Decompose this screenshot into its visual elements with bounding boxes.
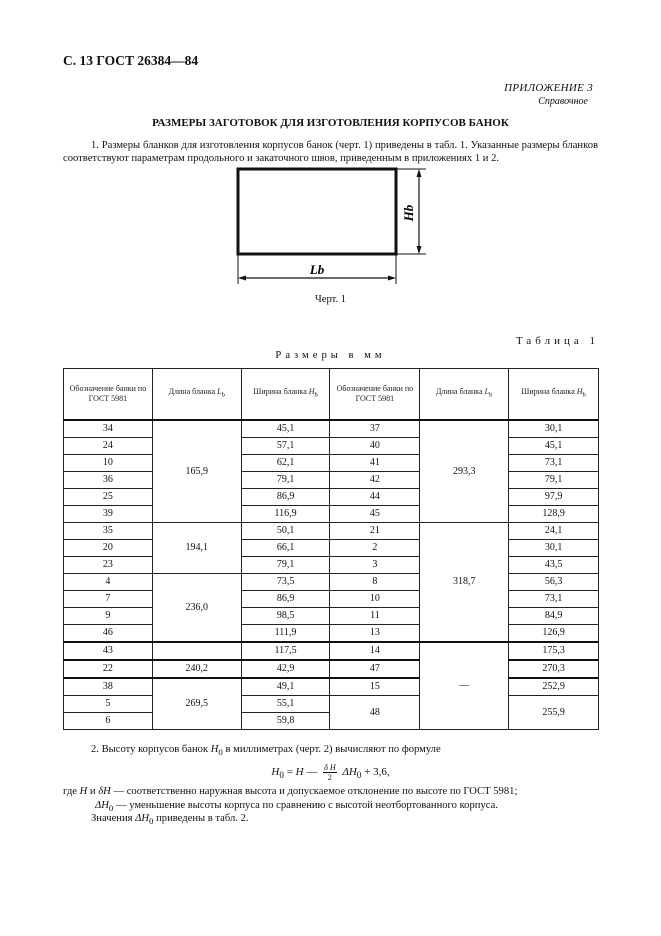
para5-text-a: Значения [91, 813, 133, 824]
cell-designation: 23 [64, 557, 153, 574]
cell-width: 73,1 [509, 591, 599, 608]
table-row [64, 523, 599, 540]
cell-width: 73,1 [509, 455, 599, 472]
header-length-1: Длина бланка $L_b$ [152, 369, 241, 421]
header-designation-2: Обозначение банки по ГОСТ 5981 [330, 369, 420, 421]
table-row [64, 489, 599, 506]
cell-designation: 6 [64, 713, 153, 730]
para4-symbol: ΔH [95, 800, 109, 811]
cell-width: 59,8 [241, 713, 330, 730]
para2-text-b: в миллиметрах (черт. 2) вычисляют по формуле [225, 744, 441, 755]
formula-h: H [295, 766, 304, 779]
cell-designation: 25 [64, 489, 153, 506]
length-label: Lb [309, 262, 325, 277]
cell-designation: 14 [330, 642, 420, 660]
cell-designation: 4 [64, 574, 153, 591]
para5-text-b: приведены в табл. 2. [156, 813, 249, 824]
table-row [64, 540, 599, 557]
cell-width: 66,1 [241, 540, 330, 557]
cell-width: 270,3 [509, 660, 599, 678]
formula-eq: = [286, 766, 293, 779]
drawing-caption: Черт. 1 [314, 294, 347, 305]
cell-length: 165,9 [152, 420, 241, 523]
table-row [64, 591, 599, 608]
cell-width: 62,1 [241, 455, 330, 472]
cell-width: 45,1 [509, 438, 599, 455]
blank-dimensions-table [63, 368, 599, 730]
cell-length: 194,1 [152, 523, 241, 574]
table-row [64, 696, 599, 713]
cell-width: 255,9 [509, 696, 599, 730]
cell-length: 240,2 [152, 660, 241, 678]
header-length-2: Длина бланка $L_b$ [420, 369, 509, 421]
paragraph-2 [63, 743, 598, 759]
cell-designation: 8 [330, 574, 420, 591]
cell-designation: 10 [330, 591, 420, 608]
cell-designation: 43 [64, 642, 153, 660]
cell-designation: 35 [64, 523, 153, 540]
table-row [64, 574, 599, 591]
symbol-h: H [210, 744, 219, 755]
blank-drawing [226, 163, 436, 285]
cell-width: 111,9 [241, 625, 330, 643]
para5-symbol: ΔH [135, 813, 150, 824]
cell-length-empty [152, 642, 241, 660]
formula-fraction [323, 763, 337, 782]
cell-designation: 13 [330, 625, 420, 643]
table-row [64, 625, 599, 643]
para3-where: где [63, 786, 77, 797]
cell-width: 117,5 [241, 642, 330, 660]
cell-designation: 7 [64, 591, 153, 608]
cell-designation: 3 [330, 557, 420, 574]
cell-designation: 9 [64, 608, 153, 625]
cell-width: 30,1 [509, 420, 599, 438]
formula-delta: ΔH [342, 766, 357, 779]
length-arrow-right [388, 276, 396, 281]
cell-designation: 40 [330, 438, 420, 455]
cell-designation: 5 [64, 696, 153, 713]
cell-width: 79,1 [509, 472, 599, 489]
cell-designation: 44 [330, 489, 420, 506]
table-row [64, 678, 599, 696]
cell-designation: 20 [64, 540, 153, 557]
cell-width: 50,1 [241, 523, 330, 540]
formula-lhs: H [271, 766, 280, 779]
cell-designation: 41 [330, 455, 420, 472]
table-row [64, 660, 599, 678]
cell-width: 45,1 [241, 420, 330, 438]
cell-designation: 39 [64, 506, 153, 523]
cell-width: 24,1 [509, 523, 599, 540]
cell-width: 49,1 [241, 678, 330, 696]
cell-width: 98,5 [241, 608, 330, 625]
header-width-2: Ширина бланка $H_b$ [509, 369, 599, 421]
cell-designation: 10 [64, 455, 153, 472]
cell-width: 30,1 [509, 540, 599, 557]
para3-and: и [89, 786, 96, 797]
para4-sub: 0 [108, 803, 114, 814]
symbol-sub: 0 [218, 747, 223, 758]
page-header: С. 13 ГОСТ 26384—84 [63, 53, 199, 68]
para4-text: — уменьшение высоты корпуса по сравнению с высотой неотбортованного корпуса. [115, 800, 498, 811]
cell-designation: 42 [330, 472, 420, 489]
cell-length: 236,0 [152, 574, 241, 643]
cell-designation: 38 [64, 678, 153, 696]
formula-minus: — [306, 766, 318, 779]
fraction-numerator: δ H [324, 763, 336, 772]
cell-designation: 47 [330, 660, 420, 678]
fraction-denominator: 2 [327, 773, 332, 782]
cell-width: 73,5 [241, 574, 330, 591]
cell-designation: 2 [330, 540, 420, 557]
cell-width: 55,1 [241, 696, 330, 713]
appendix-title: ПРИЛОЖЕНИЕ 3 [504, 82, 593, 94]
cell-width: 42,9 [241, 660, 330, 678]
cell-width: 86,9 [241, 489, 330, 506]
cell-length: 293,3 [420, 420, 509, 523]
table-units: Размеры в мм [275, 350, 386, 361]
table-row [64, 455, 599, 472]
cell-width: 86,9 [241, 591, 330, 608]
table-row [64, 472, 599, 489]
height-arrow-top [417, 169, 422, 177]
para3-h: H [79, 786, 88, 797]
cell-width: 79,1 [241, 472, 330, 489]
cell-designation: 34 [64, 420, 153, 438]
formula-delta-sub: 0 [356, 770, 362, 781]
table-row [64, 420, 599, 438]
cell-length: — [420, 642, 509, 730]
paragraph-1: 1. Размеры бланков для изготовления корпусов банок (черт. 1) приведены в табл. 1. Указанные размеры бланков соответствуют параметрам продольного и закаточного швов, приведенным в приложениях 1 и 2. [63, 140, 598, 164]
height-arrow-bottom [417, 246, 422, 254]
cell-designation: 22 [64, 660, 153, 678]
cell-width: 252,9 [509, 678, 599, 696]
para3-text: — соответственно наружная высота и допускаемое отклонение по высоте по ГОСТ 5981; [113, 786, 518, 797]
cell-width: 128,9 [509, 506, 599, 523]
height-label: Hb [401, 204, 416, 222]
cell-designation: 48 [330, 696, 420, 730]
height-formula [0, 763, 661, 782]
paragraph-3 [63, 785, 598, 798]
cell-designation: 11 [330, 608, 420, 625]
cell-designation: 37 [330, 420, 420, 438]
blank-rectangle [238, 169, 396, 254]
cell-designation: 15 [330, 678, 420, 696]
table-row [64, 608, 599, 625]
cell-width: 79,1 [241, 557, 330, 574]
paragraph-5 [91, 812, 591, 828]
cell-width: 116,9 [241, 506, 330, 523]
cell-width: 97,9 [509, 489, 599, 506]
appendix-subtitle: Справочное [538, 96, 588, 107]
table-row [64, 438, 599, 455]
para5-sub: 0 [149, 816, 154, 827]
cell-designation: 46 [64, 625, 153, 643]
cell-width: 175,3 [509, 642, 599, 660]
para3-dh: δH [98, 786, 111, 797]
length-arrow-left [238, 276, 246, 281]
formula-sub: 0 [279, 770, 284, 781]
header-width-1: Ширина бланка $H_b$ [241, 369, 330, 421]
table-header-row [64, 369, 599, 421]
cell-designation: 45 [330, 506, 420, 523]
header-designation-1: Обозначение банки по ГОСТ 5981 [64, 369, 153, 421]
cell-width: 84,9 [509, 608, 599, 625]
cell-width: 43,5 [509, 557, 599, 574]
table-row [64, 506, 599, 523]
table-title: Таблица 1 [515, 335, 599, 347]
cell-length: 318,7 [420, 523, 509, 643]
section-title: РАЗМЕРЫ ЗАГОТОВОК ДЛЯ ИЗГОТОВЛЕНИЯ КОРПУСОВ БАНОК [152, 117, 509, 129]
cell-designation: 21 [330, 523, 420, 540]
table-row [64, 557, 599, 574]
cell-width: 126,9 [509, 625, 599, 643]
para2-text-a: 2. Высоту корпусов банок [91, 744, 209, 755]
formula-tail: + 3,6, [364, 766, 390, 779]
table-row [64, 642, 599, 660]
cell-designation: 24 [64, 438, 153, 455]
cell-width: 56,3 [509, 574, 599, 591]
cell-width: 57,1 [241, 438, 330, 455]
cell-length: 269,5 [152, 678, 241, 730]
cell-designation: 36 [64, 472, 153, 489]
